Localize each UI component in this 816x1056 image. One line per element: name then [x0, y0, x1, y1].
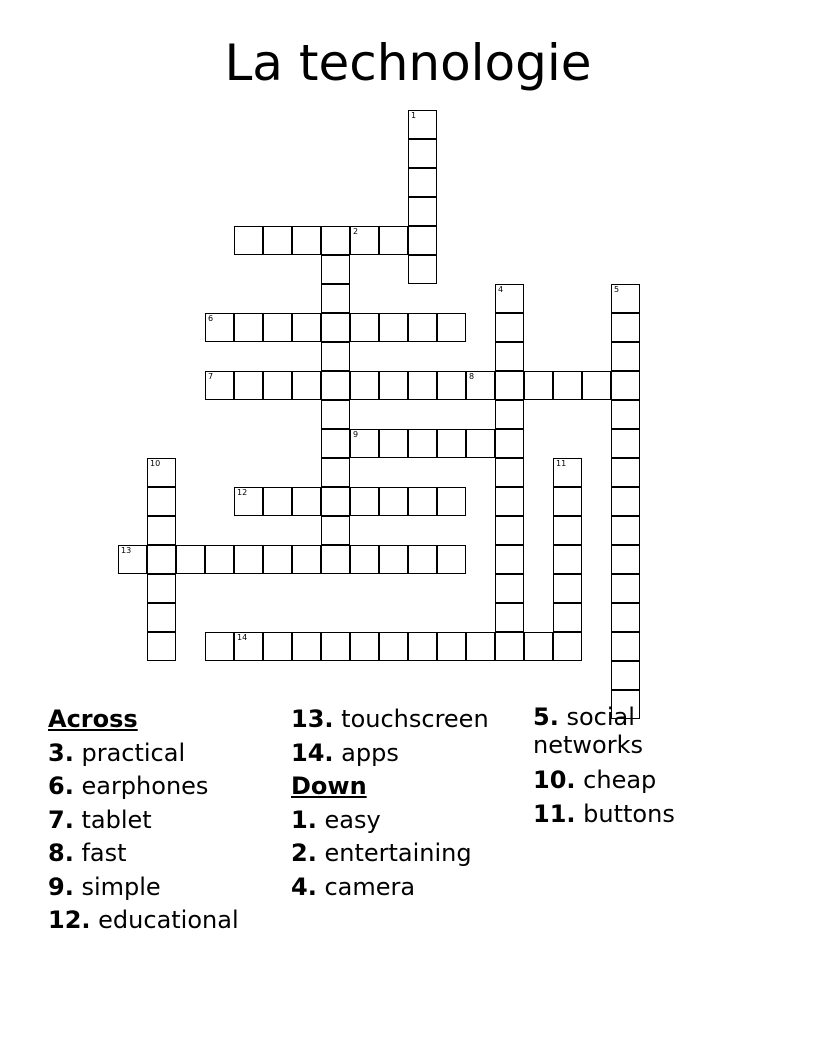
across-clue-7: 7. tablet — [48, 805, 152, 834]
grid-cell — [611, 458, 640, 487]
grid-cell — [321, 226, 350, 255]
clue-column-2 — [291, 703, 489, 904]
grid-cell — [350, 632, 379, 661]
cell-number: 13 — [121, 546, 132, 555]
grid-cell — [408, 197, 437, 226]
grid-cell — [147, 487, 176, 516]
cell-number: 8 — [469, 372, 475, 381]
grid-cell — [205, 545, 234, 574]
grid-cell — [234, 371, 263, 400]
grid-cell — [379, 371, 408, 400]
grid-cell — [553, 516, 582, 545]
grid-cell — [437, 632, 466, 661]
grid-cell — [321, 371, 350, 400]
grid-cell — [408, 487, 437, 516]
grid-cell — [553, 632, 582, 661]
grid-cell — [147, 516, 176, 545]
grid-cell — [611, 342, 640, 371]
grid-cell — [582, 371, 611, 400]
grid-cell — [437, 313, 466, 342]
grid-cell — [408, 632, 437, 661]
grid-cell — [205, 313, 234, 342]
grid-cell — [495, 342, 524, 371]
grid-cell — [408, 226, 437, 255]
grid-cell — [553, 458, 582, 487]
grid-cell — [321, 487, 350, 516]
grid-cell — [524, 371, 553, 400]
grid-cell — [321, 458, 350, 487]
grid-cell — [437, 371, 466, 400]
grid-cell — [408, 429, 437, 458]
grid-cell — [263, 313, 292, 342]
grid-cell — [495, 458, 524, 487]
grid-cell — [118, 545, 147, 574]
grid-cell — [553, 487, 582, 516]
grid-cell — [553, 371, 582, 400]
grid-cell — [611, 400, 640, 429]
across-clue-13: 13. touchscreen — [291, 705, 489, 733]
grid-cell — [611, 574, 640, 603]
grid-cell — [466, 632, 495, 661]
grid-cell — [495, 371, 524, 400]
grid-cell — [321, 400, 350, 429]
grid-cell — [466, 429, 495, 458]
grid-cell — [292, 313, 321, 342]
grid-cell — [205, 371, 234, 400]
grid-cell — [408, 371, 437, 400]
grid-cell — [292, 632, 321, 661]
grid-cell — [321, 255, 350, 284]
grid-cell — [292, 371, 321, 400]
grid-cell — [379, 487, 408, 516]
grid-cell — [611, 284, 640, 313]
grid-cell — [408, 110, 437, 139]
grid-cell — [611, 487, 640, 516]
cell-number: 14 — [237, 633, 248, 642]
grid-cell — [350, 371, 379, 400]
grid-cell — [234, 313, 263, 342]
cell-number: 1 — [411, 111, 417, 120]
grid-cell — [321, 516, 350, 545]
grid-cell — [611, 603, 640, 632]
grid-cell — [205, 632, 234, 661]
grid-cell — [379, 429, 408, 458]
grid-cell — [147, 458, 176, 487]
grid-cell — [495, 400, 524, 429]
grid-cell — [234, 545, 263, 574]
grid-cell — [495, 487, 524, 516]
grid-cell — [292, 545, 321, 574]
grid-cell — [234, 632, 263, 661]
grid-cell — [611, 516, 640, 545]
grid-cell — [379, 632, 408, 661]
grid-cell — [611, 313, 640, 342]
grid-cell — [379, 545, 408, 574]
grid-cell — [234, 487, 263, 516]
grid-cell — [437, 429, 466, 458]
down-clue-1: 1. easy — [291, 805, 381, 834]
cell-number: 9 — [353, 430, 359, 439]
cell-number: 4 — [498, 285, 504, 294]
down-clue-5: 5. social networks — [533, 703, 643, 759]
grid-cell — [553, 545, 582, 574]
grid-cell — [611, 661, 640, 690]
grid-cell — [408, 168, 437, 197]
grid-cell — [147, 632, 176, 661]
grid-cell — [350, 313, 379, 342]
grid-cell — [321, 632, 350, 661]
grid-cell — [321, 313, 350, 342]
cell-number: 12 — [237, 488, 248, 497]
cell-number: 7 — [208, 372, 214, 381]
grid-cell — [321, 342, 350, 371]
down-clue-2: 2. entertaining — [291, 839, 472, 867]
grid-cell — [408, 545, 437, 574]
grid-cell — [611, 371, 640, 400]
across-clue-3: 3. practical — [48, 738, 186, 767]
grid-cell — [176, 545, 205, 574]
grid-cell — [495, 516, 524, 545]
cell-number: 10 — [150, 459, 161, 468]
grid-cell — [437, 545, 466, 574]
grid-cell — [466, 371, 495, 400]
grid-cell — [350, 487, 379, 516]
grid-cell — [350, 429, 379, 458]
grid-cell — [321, 429, 350, 458]
grid-cell — [495, 545, 524, 574]
cell-number: 6 — [208, 314, 214, 323]
grid-cell — [611, 632, 640, 661]
across-clue-9: 9. simple — [48, 872, 161, 901]
across-clue-6: 6. earphones — [48, 772, 209, 800]
grid-cell — [408, 255, 437, 284]
grid-cell — [350, 226, 379, 255]
grid-cell — [495, 429, 524, 458]
grid-cell — [321, 284, 350, 313]
grid-cell — [147, 545, 176, 574]
grid-cell — [495, 603, 524, 632]
across-clue-12: 12. educational — [48, 906, 239, 934]
grid-cell — [263, 545, 292, 574]
across-clue-8: 8. fast — [48, 839, 127, 867]
clue-column-3 — [533, 703, 733, 831]
grid-cell — [611, 545, 640, 574]
grid-cell — [408, 139, 437, 168]
grid-cell — [292, 487, 321, 516]
grid-cell — [263, 226, 292, 255]
down-clue-10: 10. cheap — [533, 766, 657, 794]
grid-cell — [437, 487, 466, 516]
down-heading: Down — [291, 772, 367, 800]
grid-cell — [553, 603, 582, 632]
grid-cell — [495, 284, 524, 313]
grid-cell — [524, 632, 553, 661]
grid-cell — [495, 313, 524, 342]
grid-cell — [321, 545, 350, 574]
grid-cell — [234, 226, 263, 255]
grid-cell — [495, 632, 524, 661]
cell-number: 11 — [556, 459, 567, 468]
across-clue-14: 14. apps — [291, 738, 399, 767]
grid-cell — [379, 313, 408, 342]
grid-cell — [379, 226, 408, 255]
grid-cell — [263, 371, 292, 400]
grid-cell — [292, 226, 321, 255]
across-heading: Across — [48, 705, 138, 733]
grid-cell — [350, 545, 379, 574]
clue-column-1 — [48, 703, 239, 938]
down-clue-4: 4. camera — [291, 872, 416, 901]
grid-cell — [263, 487, 292, 516]
grid-cell — [263, 632, 292, 661]
down-clue-11: 11. buttons — [533, 799, 675, 828]
grid-cell — [611, 429, 640, 458]
grid-cell — [147, 574, 176, 603]
puzzle-title: La technologie — [224, 34, 592, 92]
cell-number: 5 — [614, 285, 620, 294]
grid-cell — [408, 313, 437, 342]
grid-cell — [553, 574, 582, 603]
grid-cell — [495, 574, 524, 603]
grid-cell — [147, 603, 176, 632]
cell-number: 2 — [353, 227, 359, 236]
